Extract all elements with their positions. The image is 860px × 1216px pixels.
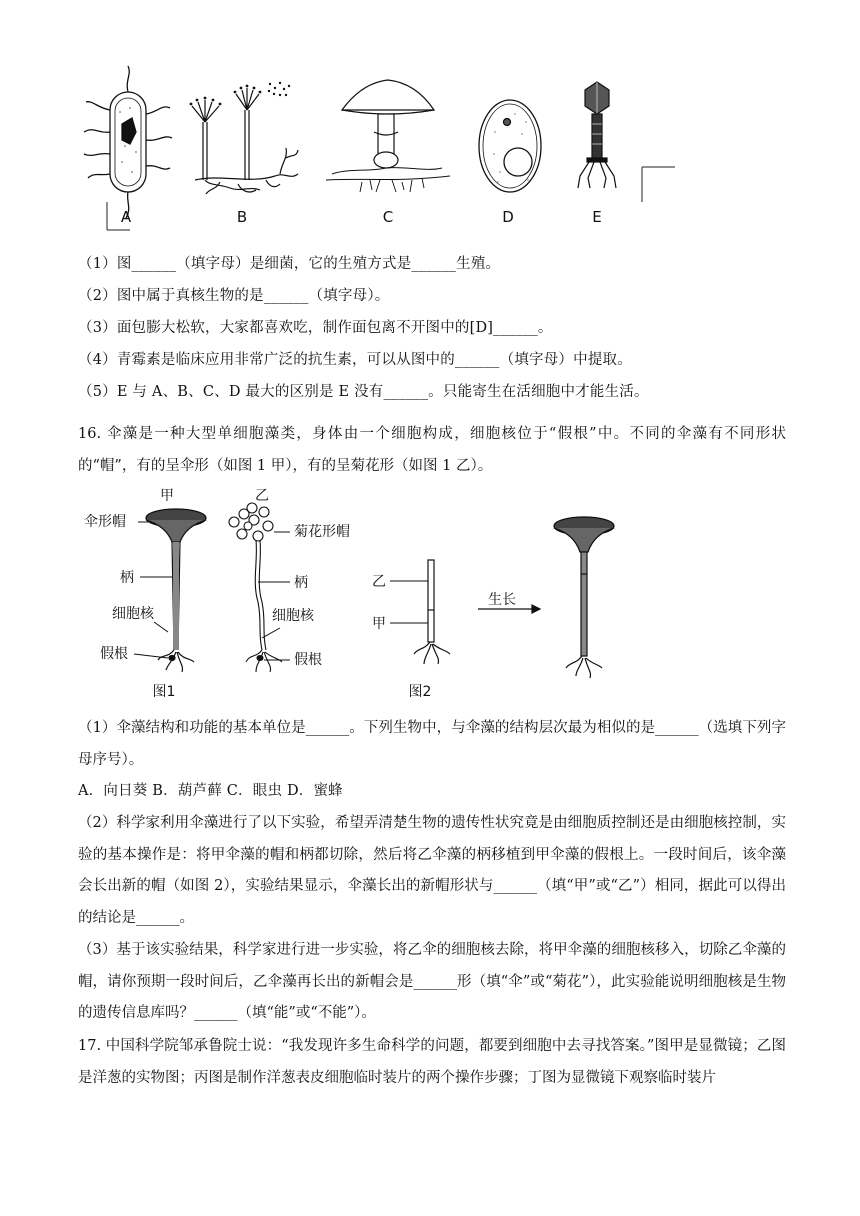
organisms-figure bbox=[70, 62, 690, 240]
fig2-caption: 图2 bbox=[408, 684, 432, 700]
label-nucleus-right: 细胞核 bbox=[272, 608, 314, 624]
q16-intro: 16. 伞藻是一种大型单细胞藻类，身体由一个细胞构成，细胞核位于“假根”中。不同的伞藻有不同形状的“帽”，有的呈伞形（如图 1 甲），有的呈菊花形（如图 1 乙）。 bbox=[78, 426, 786, 474]
grafted-stalk-drawing bbox=[414, 560, 450, 664]
label-nucleus-left: 细胞核 bbox=[112, 606, 154, 622]
growth-label: 生长 bbox=[488, 592, 516, 608]
q15-item-3: （3）面包膨大松软，大家都喜欢吃，制作面包离不开图中的[D]______。 bbox=[78, 320, 553, 336]
q16-question-3: （3）基于该实验结果，科学家进行进一步实验，将乙伞的细胞核去除，将甲伞藻的细胞核移入，切除乙伞藻的帽，请你预期一段时间后，乙伞藻再长出的新帽会是______形（填“伞”或“菊花”），此实验能说明细胞核是生物的遗传信息库吗？______（填“能”或“不能”）。 bbox=[78, 942, 786, 1021]
fig1-label-jia: 甲 bbox=[160, 488, 174, 504]
q16-question-2: （2）科学家利用伞藻进行了以下实验，希望弄清楚生物的遗传性状究竟是由细胞质控制还是由细胞核控制，实验的基本操作是：将甲伞藻的帽和柄都切除，然后将乙伞藻的柄移植到甲伞藻的假根上。一段时间后，该伞藻会长出新的帽（如图 2），实验结果显示，伞藻长出的新帽形状与______（填“甲”或“乙”）相同，据此可以得出的结论是______。 bbox=[78, 815, 786, 926]
q16-question-1: （1）伞藻结构和功能的基本单位是______。下列生物中，与伞藻的结构层次最为相似的是______（选填下列字母序号）。 bbox=[78, 720, 786, 768]
fig2-label-yi: 乙 bbox=[372, 574, 386, 590]
bacterium-drawing bbox=[84, 66, 172, 218]
chrysanthemum-acetabularia-drawing bbox=[229, 503, 282, 672]
label-stalk-left: 柄 bbox=[120, 570, 134, 586]
q15-item-1: （1）图______（填字母）是细菌，它的生殖方式是______生殖。 bbox=[78, 256, 501, 272]
penicillium-drawing bbox=[190, 82, 298, 194]
figure-label-c: C bbox=[382, 208, 394, 226]
label-chrysanthemum-cap: 菊花形帽 bbox=[294, 524, 350, 540]
q16-options: A．向日葵 B．葫芦藓 C．眼虫 D．蜜蜂 bbox=[78, 783, 343, 799]
figure-label-d: D bbox=[502, 208, 514, 226]
yeast-drawing bbox=[479, 100, 541, 192]
acetabularia-figure bbox=[72, 482, 632, 708]
bacteriophage-drawing bbox=[578, 82, 616, 188]
label-umbrella-cap: 伞形帽 bbox=[84, 514, 126, 530]
q15-item-5: （5）E 与 A、B、C、D 最大的区别是 E 没有______。只能寄生在活细胞中才能生活。 bbox=[78, 384, 649, 400]
figure-label-a: A bbox=[120, 208, 132, 226]
q15-item-2: （2）图中属于真核生物的是______（填字母）。 bbox=[78, 288, 390, 304]
q17-intro: 17. 中国科学院邹承鲁院士说：“我发现许多生命科学的问题，都要到细胞中去寻找答案。”图甲是显微镜；乙图是洋葱的实物图；丙图是制作洋葱表皮细胞临时装片的两个操作步骤；丁图为显微镜下观察临时装片 bbox=[78, 1038, 786, 1086]
figure-label-b: B bbox=[236, 208, 248, 226]
q15-item-4: （4）青霉素是临床应用非常广泛的抗生素，可以从图中的______（填字母）中提取。 bbox=[78, 352, 632, 368]
figure-label-e: E bbox=[592, 208, 602, 226]
mushroom-drawing bbox=[326, 80, 450, 192]
fig1-label-yi: 乙 bbox=[255, 488, 269, 504]
result-acetabularia-drawing bbox=[554, 517, 614, 678]
fig1-caption: 图1 bbox=[152, 684, 176, 700]
label-stalk-right: 柄 bbox=[294, 575, 308, 591]
label-rhizoid-right: 假根 bbox=[294, 652, 322, 668]
umbrella-acetabularia-drawing bbox=[146, 509, 206, 672]
label-rhizoid-left: 假根 bbox=[100, 646, 128, 662]
fig2-label-jia: 甲 bbox=[372, 616, 386, 632]
